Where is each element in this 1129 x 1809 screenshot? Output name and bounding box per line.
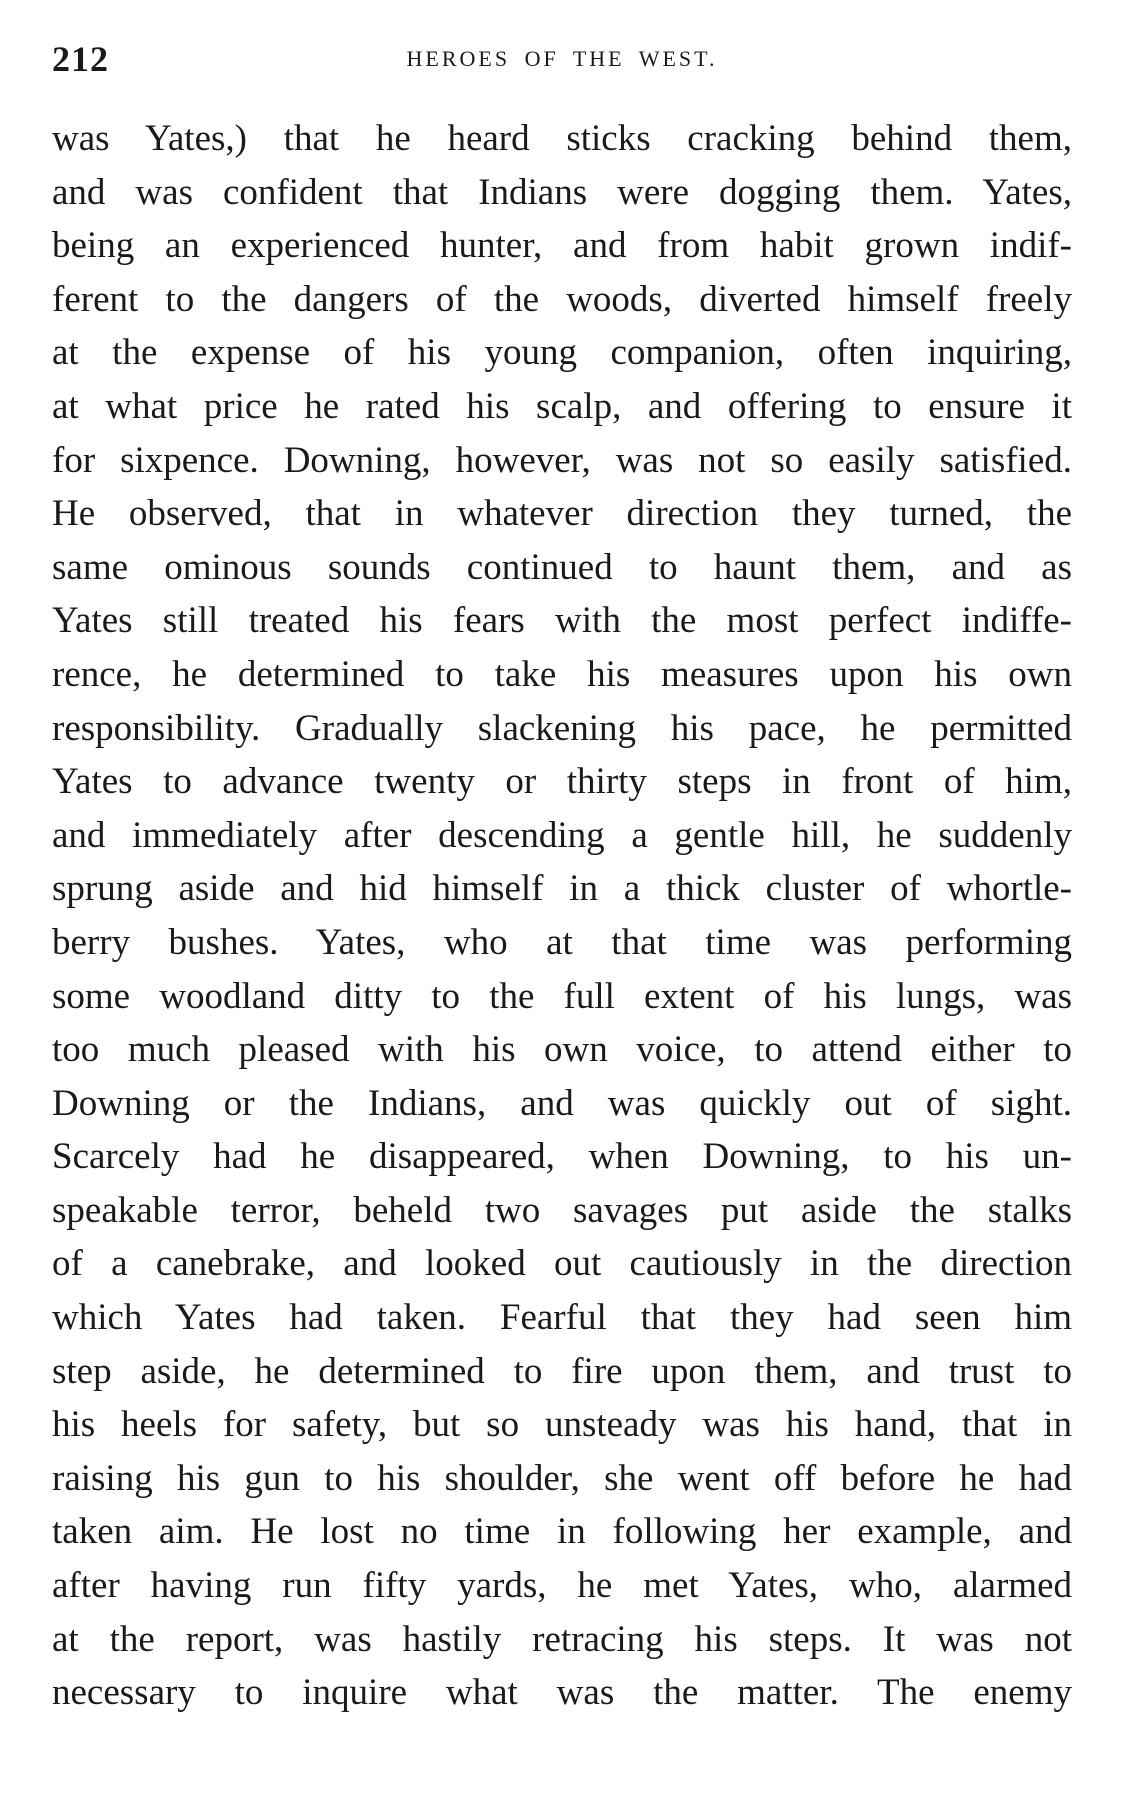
text-line: too much pleased with his own voice, to attend either to xyxy=(52,1029,1072,1071)
text-line: speakable terror, beheld two savages put aside the stalks xyxy=(52,1189,1072,1231)
text-line: being an experienced hunter, and from habit grown indif- xyxy=(52,225,1072,267)
text-line: Downing or the Indians, and was quickly out of sight. xyxy=(52,1082,1072,1124)
text-line: at the report, was hastily retracing his steps. It was not xyxy=(52,1618,1072,1660)
body-text xyxy=(52,112,1072,1720)
text-line: and immediately after descending a gentle hill, he suddenly xyxy=(52,814,1072,856)
text-line: Yates to advance twenty or thirty steps in front of him, xyxy=(52,761,1072,803)
text-line: at what price he rated his scalp, and offering to ensure it xyxy=(52,385,1072,427)
text-line: Yates still treated his fears with the most perfect indiffe- xyxy=(52,600,1072,642)
text-line: same ominous sounds continued to haunt them, and as xyxy=(52,546,1072,588)
page-number: 212 xyxy=(52,39,109,79)
text-line: ferent to the dangers of the woods, diverted himself freely xyxy=(52,278,1072,320)
text-line: which Yates had taken. Fearful that they had seen him xyxy=(52,1297,1072,1339)
text-line: at the expense of his young companion, often inquiring, xyxy=(52,332,1072,374)
text-line: taken aim. He lost no time in following her example, and xyxy=(52,1511,1072,1553)
text-line: necessary to inquire what was the matter. The enemy xyxy=(52,1672,1072,1714)
text-line: his heels for safety, but so unsteady was his hand, that in xyxy=(52,1404,1072,1446)
text-line: some woodland ditty to the full extent of his lungs, was xyxy=(52,975,1072,1017)
running-head xyxy=(52,38,1072,82)
text-line: berry bushes. Yates, who at that time was performing xyxy=(52,921,1072,963)
text-line: responsibility. Gradually slackening his pace, he permitted xyxy=(52,707,1072,749)
text-line: step aside, he determined to fire upon them, and trust to xyxy=(52,1350,1072,1392)
text-line: He observed, that in whatever direction they turned, the xyxy=(52,493,1072,535)
text-line: raising his gun to his shoulder, she went off before he had xyxy=(52,1457,1072,1499)
text-line: for sixpence. Downing, however, was not so easily satisfied. xyxy=(52,439,1072,481)
running-title: HEROES OF THE WEST. xyxy=(406,46,718,71)
text-line: of a canebrake, and looked out cautiously in the direction xyxy=(52,1243,1072,1285)
text-line: Scarcely had he disappeared, when Downing, to his un- xyxy=(52,1136,1072,1178)
text-line: was Yates,) that he heard sticks cracking behind them, xyxy=(52,118,1072,159)
text-line: and was confident that Indians were dogging them. Yates, xyxy=(52,171,1072,213)
text-line: rence, he determined to take his measures upon his own xyxy=(52,653,1072,695)
text-line: after having run fifty yards, he met Yates, who, alarmed xyxy=(52,1565,1072,1607)
text-line: sprung aside and hid himself in a thick cluster of whortle- xyxy=(52,868,1072,910)
